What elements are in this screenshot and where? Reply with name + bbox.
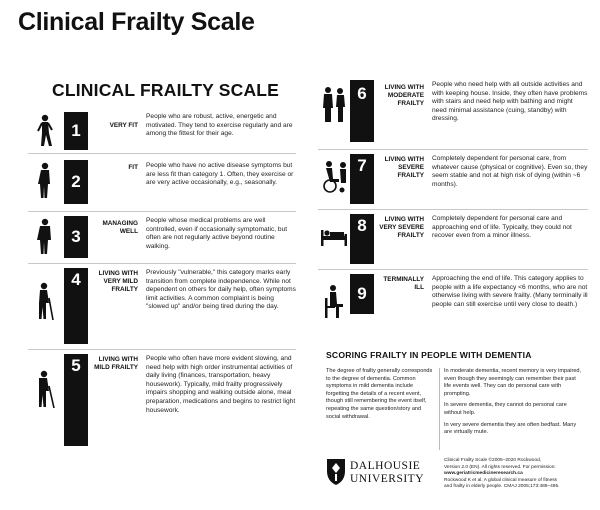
copyright-link[interactable]: www.geriatricmedicineresearch.ca [444, 471, 523, 477]
level-label: LIVING WITH MILD FRAILTY [94, 356, 138, 371]
level-number: 8 [350, 214, 374, 264]
logo-name: DALHOUSIE [350, 460, 421, 472]
person-in-bed-icon [320, 226, 348, 253]
dementia-stages [444, 368, 584, 441]
citation-line: Rockwood K et al. A global clinical measure of fitness [444, 477, 558, 483]
divider [439, 368, 440, 450]
citation-line: and frailty in elderly people. CMAJ 2005;173:489–495. [444, 484, 560, 490]
page-heading: Clinical Frailty Scale [18, 8, 255, 36]
level-row-3 [28, 212, 296, 264]
wheelchair-icon [320, 160, 348, 199]
dementia-severe-text: In severe dementia, they cannot do personal care without help. [444, 402, 567, 416]
level-number: 4 [64, 268, 88, 344]
copyright-block [444, 458, 590, 491]
level-description: People who are robust, active, energetic and motivated. They tend to exercise regularly and are among the fittest for their age. [146, 113, 293, 138]
scale-title: CLINICAL FRAILTY SCALE [52, 80, 280, 100]
level-number: 7 [350, 154, 374, 204]
level-label: LIVING WITH VERY SEVERE FRAILTY [379, 216, 424, 239]
crest-icon [326, 458, 346, 486]
level-number: 9 [350, 274, 374, 314]
level-description: Completely dependent for personal care, from whatever cause (physical or cognitive). Even so, they seem stable and not at high risk of dying (within ~6 months). [432, 155, 588, 188]
person-walking-icon [32, 114, 58, 153]
level-label: MANAGING WELL [102, 220, 138, 235]
dementia-mild-text: The degree of frailty generally corresponds to the degree of dementia. Common symptoms in mild dementia include forgetting the details of a recent event, though still remembering the event itself, repeating the same question/story and social withdrawal. [326, 368, 433, 420]
copyright-line: Version 2.0 (EN). All rights reserved. For permission: [444, 464, 556, 470]
level-label: LIVING WITH MODERATE FRAILTY [384, 84, 424, 107]
level-row-1 [28, 108, 296, 154]
copyright-line: Clinical Frailty Scale ©2005–2020 Rockwood, [444, 458, 542, 463]
level-row-4 [28, 264, 296, 350]
level-row-8 [318, 210, 588, 270]
level-label: LIVING WITH SEVERE FRAILTY [384, 156, 424, 179]
level-description: Approaching the end of life. This category applies to people with a life expectancy <6 months, who are not otherwise living with severe frailty. (Many terminally ill people can still exercise until very close to death.) [432, 275, 588, 308]
person-with-helper-icon [320, 86, 348, 129]
level-description: People who often have more evident slowing, and need help with high order instrumental activities of daily living (finances, transportation, heavy housework). Typically, mild frailty progressively impairs shopping and walking outside alone, meal preparation, medications and begins to restrict light housework. [146, 355, 296, 414]
level-row-2 [28, 154, 296, 212]
person-with-cane-icon [32, 282, 58, 327]
level-number: 6 [350, 80, 374, 142]
person-standing-icon [32, 162, 58, 205]
level-row-9 [318, 270, 588, 340]
person-standing-icon [32, 218, 58, 261]
level-description: People whose medical problems are well controlled, even if occasionally symptomatic, but often are not regularly active beyond routine walking. [146, 217, 288, 250]
level-description: Completely dependent for personal care and approaching end of life. Typically, they could not recover even from a minor illness. [432, 215, 572, 240]
dementia-very-severe-text: In very severe dementia they are often bedfast. Many are virtually mute. [444, 421, 577, 436]
person-seated-icon [320, 284, 348, 325]
dementia-section-title: SCORING FRAILTY IN PEOPLE WITH DEMENTIA [326, 350, 532, 360]
level-row-6 [318, 76, 588, 150]
levels-right-column [318, 76, 588, 340]
level-number: 3 [64, 216, 88, 258]
level-description: Previously "vulnerable," this category marks early transition from complete independence. While not dependent on others for daily help, often symptoms limit activities. A common complaint is being "slowed up" and/or being tired during the day. [146, 269, 296, 311]
level-label: VERY FIT [109, 122, 138, 129]
level-row-5 [28, 350, 296, 450]
level-number: 1 [64, 112, 88, 150]
dalhousie-logo [326, 458, 436, 492]
level-number: 5 [64, 354, 88, 446]
level-description: People who need help with all outside activities and with keeping house. Inside, they often have problems with stairs and need help with bathing and might need minimal assistance (cuing, standby) with dressing. [432, 81, 588, 123]
level-label: FIT [128, 164, 138, 171]
person-with-cane-icon [32, 370, 58, 415]
level-label: LIVING WITH VERY MILD FRAILTY [98, 270, 138, 293]
level-row-7 [318, 150, 588, 210]
dementia-moderate-text: In moderate dementia, recent memory is very impaired, even though they seemingly can remember their past life events well. They can do personal care with prompting. [444, 368, 582, 397]
level-number: 2 [64, 160, 88, 204]
logo-subtitle: UNIVERSITY [350, 473, 424, 485]
level-description: People who have no active disease symptoms but are less fit than category 1. Often, they exercise or are very active occasionally, e.g., seasonally. [146, 162, 294, 187]
levels-left-column [28, 108, 296, 450]
level-label: TERMINALLY ILL [383, 276, 424, 291]
